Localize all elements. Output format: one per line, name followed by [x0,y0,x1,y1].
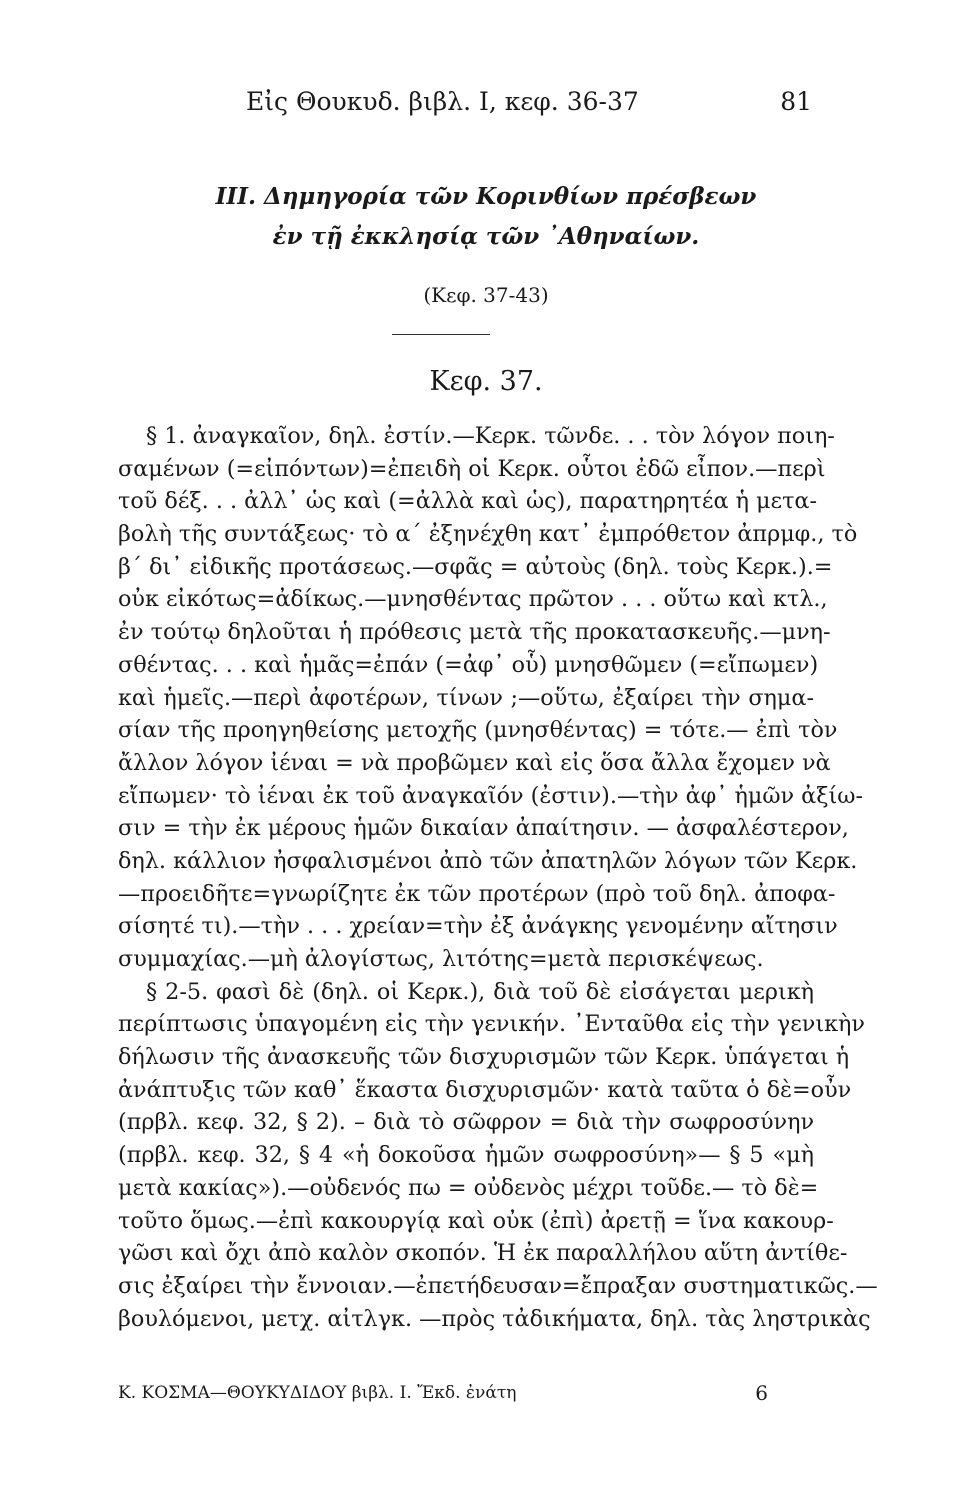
text-line: (πρβλ. κεφ. 32, § 2). – διὰ τὸ σῶφρον = διὰ τὴν σωφροσύνην [118,1109,814,1136]
text-line: μετὰ κακίας»).—οὐδενός πω = οὐδενὸς μέχρι τοῦδε.— τὸ δὲ= [118,1174,819,1201]
text-line: σιν = τὴν ἐκ μέρους ἡμῶν δικαίαν ἀπαίτησιν. — ἀσφαλέστερον, [118,815,849,842]
text-line: σις ἐξαίρει τὴν ἔννοιαν.—ἐπετήδευσαν=ἔπραξαν συστηματικῶς.— [118,1272,878,1299]
running-head-title: Εἰς Θουκυδ. βιβλ. I, κεφ. 36-37 [246,87,639,116]
section-heading-line-2: ἐν τῇ ἐκκλησίᾳ τῶν ᾿Αθηναίων. [272,223,700,250]
divider-rule [392,334,490,335]
text-line: βουλόμενοι, μετχ. αἰτλγκ. —πρὸς τἀδικήματα, δηλ. τὰς ληστρικὰς [118,1305,871,1332]
chapter-title: Κεφ. 37. [429,366,543,397]
signature-number: 6 [755,1381,768,1405]
body-text [118,420,878,1335]
chapter-range: (Κεφ. 37-43) [423,283,549,307]
text-line: § 2-5. φασὶ δὲ (δηλ. οἱ Κερκ.), διὰ τοῦ δὲ εἰσάγεται μερικὴ [146,978,814,1005]
text-line: συμμαχίας.—μὴ ἀλογίστως, λιτότης=μετὰ περισκέψεως. [118,946,764,972]
text-line: σίαν τῆς προηγηθείσης μετοχῆς (μνησθέντας) = τότε.— ἐπὶ τὸν [118,717,838,744]
text-line: τοῦτο ὅμως.—ἐπὶ κακουργίᾳ καὶ οὐκ (ἐπὶ) ἀρετῇ = ἵνα κακουρ- [118,1207,834,1234]
text-line: καὶ ἡμεῖς.—περὶ ἀφοτέρων, τίνων ;—οὕτω, ἐξαίρει τὴν σημα- [118,684,814,711]
text-line: τοῦ δέξ. . . ἀλλ᾿ ὡς καὶ (=ἀλλὰ καὶ ὡς), παρατηρητέα ἡ μετα- [118,488,818,515]
text-line: β΄ δι᾿ εἰδικῆς προτάσεως.—σφᾶς = αὐτοὺς (δηλ. τοὺς Κερκ.).= [118,553,833,580]
text-line: οὐκ εἰκότως=ἀδίκως.—μνησθέντας πρῶτον . . . οὕτω καὶ κτλ., [118,586,828,613]
text-line: σθέντας. . . καὶ ἡμᾶς=ἐπάν (=ἀφ᾿ οὗ) μνησθῶμεν (=εἴπωμεν) [118,651,819,678]
section-heading-line-1: III. Δημηγορία τῶν Κορινθίων πρέσβεων [215,183,757,210]
text-line: δήλωσιν τῆς ἀνασκευῆς τῶν δισχυρισμῶν τῶν Κερκ. ὑπάγεται ἡ [118,1044,850,1071]
text-line: γῶσι καὶ ὄχι ἀπὸ καλὸν σκοπόν. Ἡ ἐκ παραλλήλου αὕτη ἀντίθε- [118,1240,848,1267]
text-line: εἴπωμεν· τὸ ἰέναι ἐκ τοῦ ἀναγκαῖόν (ἐστιν).—τὴν ἀφ᾿ ἡμῶν ἀξίω- [118,782,863,809]
running-head [246,82,812,122]
text-line: § 1. ἀναγκαῖον, δηλ. ἐστίν.—Κερκ. τῶνδε. . . τὸν λόγον ποιη- [146,423,835,449]
text-line: —προειδῆτε=γνωρίζητε ἐκ τῶν προτέρων (πρὸ τοῦ δηλ. ἀποφα- [118,880,836,907]
text-line: ἄλλον λόγον ἰέναι = νὰ προβῶμεν καὶ εἰς ὅσα ἄλλα ἔχομεν νὰ [118,749,831,776]
printer-signature: Κ. ΚΟΣΜΑ—ΘΟΥΚΥΔΙΔΟΥ βιβλ. Ι. Ἔκδ. ἐνάτη [118,1383,517,1403]
text-line: σαμένων (=εἰπόντων)=ἐπειδὴ οἱ Κερκ. οὗτοι ἐδῶ εἶπον.—περὶ [118,455,826,482]
page-number: 81 [780,87,812,116]
text-line: ἐν τούτῳ δηλοῦται ἡ πρόθεσις μετὰ τῆς προκατασκευῆς.—μνη- [118,619,831,646]
footer-signature [118,1378,768,1408]
text-line: ἀνάπτυξις τῶν καθ᾿ ἕκαστα δισχυρισμῶν· κατὰ ταῦτα ὁ δὲ=οὖν [118,1076,852,1103]
text-line: δηλ. κάλλιον ἠσφαλισμένοι ἀπὸ τῶν ἀπατηλῶν λόγων τῶν Κερκ. [118,847,858,874]
text-line: περίπτωσις ὑπαγομένη εἰς τὴν γενικήν. ᾿Ενταῦθα εἰς τὴν γενικὴν [118,1011,865,1038]
text-line: σίσητέ τι).—τὴν . . . χρείαν=τὴν ἐξ ἀνάγκης γενομένην αἴτησιν [118,913,838,940]
text-line: βολὴ τῆς συντάξεως· τὸ α΄ ἐξηνέχθη κατ᾿ ἐμπρόθετον ἀπρμφ., τὸ [118,521,858,548]
text-line: (πρβλ. κεφ. 32, § 4 «ἡ δοκοῦσα ἡμῶν σωφροσύνη»— § 5 «μὴ [118,1142,814,1169]
